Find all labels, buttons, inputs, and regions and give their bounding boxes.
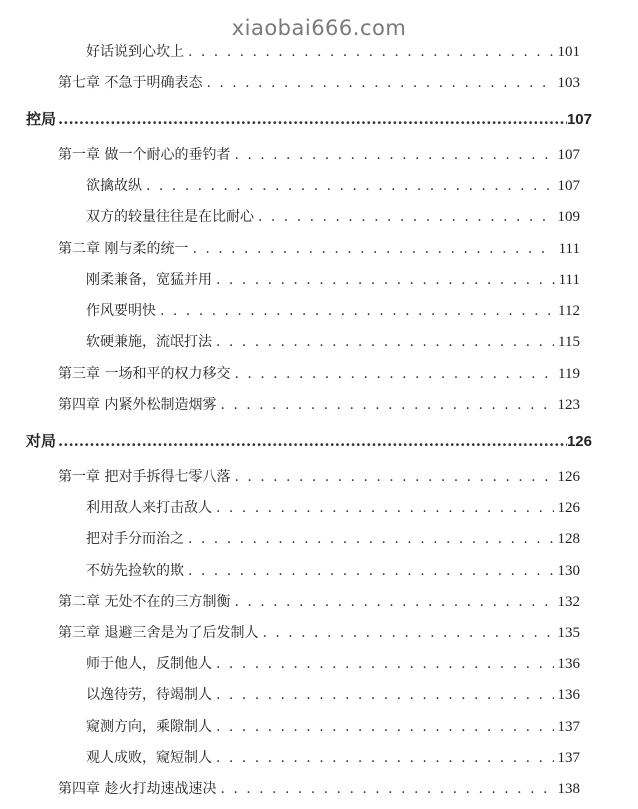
dot-leader: [146, 175, 554, 197]
toc-entry-page: 128: [557, 531, 580, 547]
toc-entry[interactable]: [86, 497, 580, 519]
toc-entry-page: 111: [558, 241, 580, 257]
toc-entry-title: 师于他人，反制他人: [86, 656, 212, 672]
dot-leader: [216, 653, 554, 675]
toc-part-entry[interactable]: [26, 108, 592, 130]
toc-entry-page: 132: [557, 594, 580, 610]
toc-entry-title: 第一章 把对手拆得七零八落: [58, 469, 231, 485]
dot-leader: [234, 591, 553, 613]
dot-leader: [216, 269, 555, 291]
toc-entry-title: 第三章 退避三舍是为了后发制人: [58, 625, 259, 641]
toc-entry[interactable]: [86, 684, 580, 706]
toc-entry-title: 对局: [26, 432, 57, 450]
toc-entry-page: 123: [557, 397, 580, 413]
toc-entry[interactable]: [58, 144, 580, 166]
toc-entry-page: 107: [557, 178, 580, 194]
toc-entry[interactable]: [86, 175, 580, 197]
toc-entry[interactable]: [86, 653, 580, 675]
toc-entry-page: 119: [558, 366, 580, 382]
toc-entry[interactable]: [58, 72, 580, 94]
toc-entry-page: 137: [557, 719, 580, 735]
toc-entry[interactable]: [58, 622, 580, 644]
toc-entry[interactable]: [58, 591, 580, 613]
toc-entry-page: 103: [557, 75, 580, 91]
dot-leader: [216, 331, 554, 353]
toc-entry[interactable]: [86, 331, 580, 353]
toc-entry-title: 以逸待劳，待竭制人: [86, 687, 212, 703]
toc-entry[interactable]: [58, 778, 580, 800]
toc-entry-page: 138: [557, 781, 580, 797]
dot-leader: [160, 300, 554, 322]
dot-leader: [262, 622, 553, 644]
toc-entry-page: 126: [557, 469, 580, 485]
dot-leader: [188, 528, 554, 550]
dot-leader: [188, 41, 554, 63]
toc-entry-title: 控局: [26, 110, 57, 128]
toc-entry[interactable]: [58, 363, 580, 385]
toc-entry-title: 观人成败，窥短制人: [86, 750, 212, 766]
toc-entry-page: 137: [557, 750, 580, 766]
toc-entry-page: 136: [557, 656, 580, 672]
toc-entry-page: 101: [557, 44, 580, 60]
toc-entry[interactable]: [58, 466, 580, 488]
toc-entry[interactable]: [58, 238, 580, 260]
dot-leader: [216, 716, 554, 738]
dot-leader: [220, 778, 553, 800]
toc-entry[interactable]: [58, 394, 580, 416]
dot-leader: [220, 394, 553, 416]
toc-entry-page: 107: [566, 111, 592, 128]
dot-leader: [258, 206, 554, 228]
dot-leader: [206, 72, 553, 94]
toc-entry-title: 第二章 刚与柔的统一: [58, 241, 189, 257]
toc-entry-page: 126: [566, 433, 592, 450]
toc-entry-title: 软硬兼施，流氓打法: [86, 334, 212, 350]
toc-entry-title: 窥测方向，乘隙制人: [86, 719, 212, 735]
toc-entry-page: 126: [557, 500, 580, 516]
toc-entry-page: 111: [558, 272, 580, 288]
toc-entry-page: 130: [557, 563, 580, 579]
toc-entry-page: 107: [557, 147, 580, 163]
toc-part-entry[interactable]: [26, 430, 592, 452]
dot-leader: [58, 430, 567, 452]
toc-entry-page: 109: [557, 209, 580, 225]
dot-leader: [234, 466, 553, 488]
toc-entry-title: 作风要明快: [86, 303, 156, 319]
toc-entry[interactable]: [86, 206, 580, 228]
toc-entry[interactable]: [86, 716, 580, 738]
dot-leader: [58, 108, 567, 130]
toc-entry-title: 双方的较量往往是在比耐心: [86, 209, 254, 225]
toc-entry-page: 136: [557, 687, 580, 703]
dot-leader: [192, 238, 554, 260]
toc-entry[interactable]: [86, 747, 580, 769]
toc-entry[interactable]: [86, 41, 580, 63]
toc-entry[interactable]: [86, 560, 580, 582]
toc-entry-page: 135: [557, 625, 580, 641]
toc-entry-title: 第三章 一场和平的权力移交: [58, 366, 231, 382]
toc-entry-page: 115: [558, 334, 580, 350]
toc-entry-title: 欲擒故纵: [86, 178, 142, 194]
toc-entry[interactable]: [86, 300, 580, 322]
dot-leader: [216, 747, 554, 769]
toc-entry-title: 不妨先捡软的欺: [86, 563, 184, 579]
toc-entry-title: 好话说到心坎上: [86, 44, 184, 60]
toc-entry-title: 第一章 做一个耐心的垂钓者: [58, 147, 231, 163]
toc-entry-title: 第四章 趁火打劫速战速决: [58, 781, 217, 797]
toc-entry[interactable]: [86, 528, 580, 550]
toc-entry-title: 第七章 不急于明确表态: [58, 75, 203, 91]
toc-entry-title: 刚柔兼备，宽猛并用: [86, 272, 212, 288]
dot-leader: [188, 560, 554, 582]
dot-leader: [216, 497, 554, 519]
toc-entry-title: 第四章 内紧外松制造烟雾: [58, 397, 217, 413]
toc-entry-page: 112: [558, 303, 580, 319]
watermark: xiaobai666.com: [231, 16, 407, 40]
dot-leader: [234, 144, 553, 166]
toc-entry-title: 把对手分而治之: [86, 531, 184, 547]
toc-entry-title: 利用敌人来打击敌人: [86, 500, 212, 516]
dot-leader: [216, 684, 554, 706]
toc-entry-title: 第二章 无处不在的三方制衡: [58, 594, 231, 610]
dot-leader: [234, 363, 554, 385]
toc-entry[interactable]: [86, 269, 580, 291]
